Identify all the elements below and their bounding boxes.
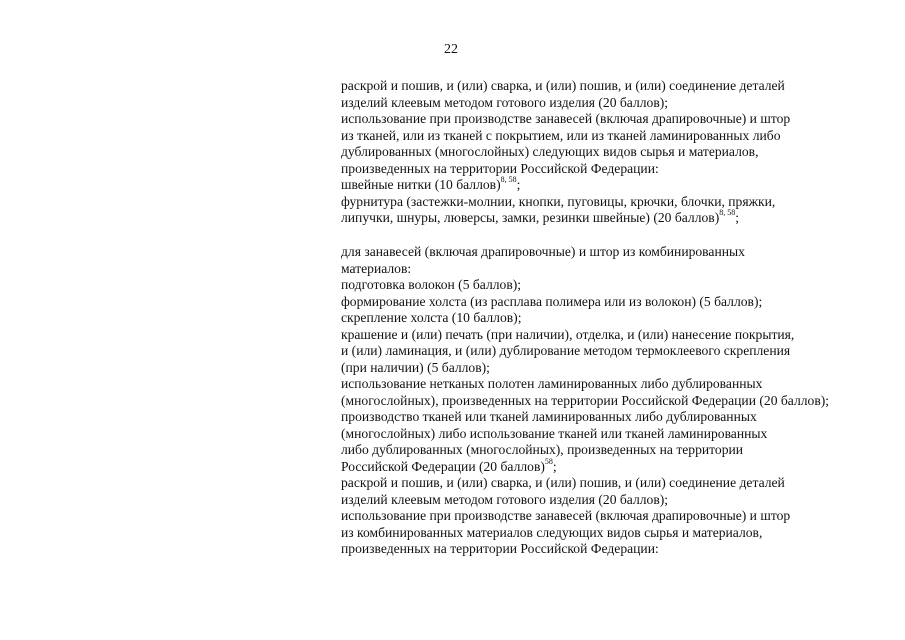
text-line: скрепление холста (10 баллов); [341, 310, 522, 325]
text-line: (многослойных), произведенных на территории Российской Федерации (20 баллов); [341, 392, 830, 408]
text-line: произведенных на территории Российской Федерации: [341, 541, 659, 556]
text-line: дублированных (многослойных) следующих видов сырья и материалов, [341, 144, 759, 159]
text-line-footnoted [341, 177, 881, 194]
text-line-footnoted [341, 456, 881, 476]
text-line: произведенных на территории Российской Федерации: [341, 160, 659, 176]
text-line: изделий клеевым методом готового изделия (20 баллов); [341, 94, 669, 110]
line-tail: ; [516, 177, 521, 192]
text-line: крашение и (или) печать (при наличии), отделка, и (или) нанесение покрытия, [341, 326, 795, 342]
text-line: использование при производстве занавесей (включая драпировочные) и штор [341, 111, 791, 126]
page-number: 22 [444, 42, 458, 57]
text-line: производство тканей или тканей ламинированных либо дублированных [341, 409, 757, 424]
text-line: из тканей, или из тканей с покрытием, или из тканей ламинированных либо [341, 127, 781, 143]
text-line: материалов: [341, 260, 412, 276]
text-block-2 [341, 244, 881, 558]
footnote-ref: 58 [544, 456, 553, 466]
text-line: использование при производстве занавесей (включая драпировочные) и штор [341, 508, 791, 523]
line-text: швейные нитки (10 баллов) [341, 177, 501, 192]
text-line: из комбинированных материалов следующих видов сырья и материалов, [341, 524, 763, 540]
text-line: и (или) ламинация, и (или) дублирование методом термоклеевого скрепления [341, 343, 791, 358]
footnote-ref: 8, 58 [500, 175, 517, 185]
text-block-1 [341, 78, 881, 227]
text-line-footnoted [341, 210, 881, 227]
text-line: (при наличии) (5 баллов); [341, 359, 490, 375]
text-line: изделий клеевым методом готового изделия (20 баллов); [341, 491, 669, 507]
footnote-ref: 8, 58 [719, 208, 736, 218]
text-line: для занавесей (включая драпировочные) и штор из комбинированных [341, 244, 745, 259]
text-line: фурнитура (застежки-молнии, кнопки, пуговицы, крючки, блочки, пряжки, [341, 193, 776, 209]
text-line: раскрой и пошив, и (или) сварка, и (или) пошив, и (или) соединение деталей [341, 475, 785, 490]
line-text: Российской Федерации (20 баллов) [341, 458, 545, 474]
text-line: либо дублированных (многослойных), произведенных на территории [341, 442, 744, 457]
text-line: (многослойных) либо использование тканей или тканей ламинированных [341, 425, 768, 441]
text-line: формирование холста (из расплава полимера или из волокон) (5 баллов); [341, 293, 763, 309]
text-line: использование нетканых полотен ламинированных либо дублированных [341, 376, 763, 391]
text-line: раскрой и пошив, и (или) сварка, и (или) пошив, и (или) соединение деталей [341, 78, 785, 93]
line-tail: ; [552, 458, 557, 474]
line-text: липучки, шнуры, люверсы, замки, резинки швейные) (20 баллов) [341, 210, 720, 225]
text-line: подготовка волокон (5 баллов); [341, 277, 522, 292]
line-tail: ; [735, 210, 740, 225]
